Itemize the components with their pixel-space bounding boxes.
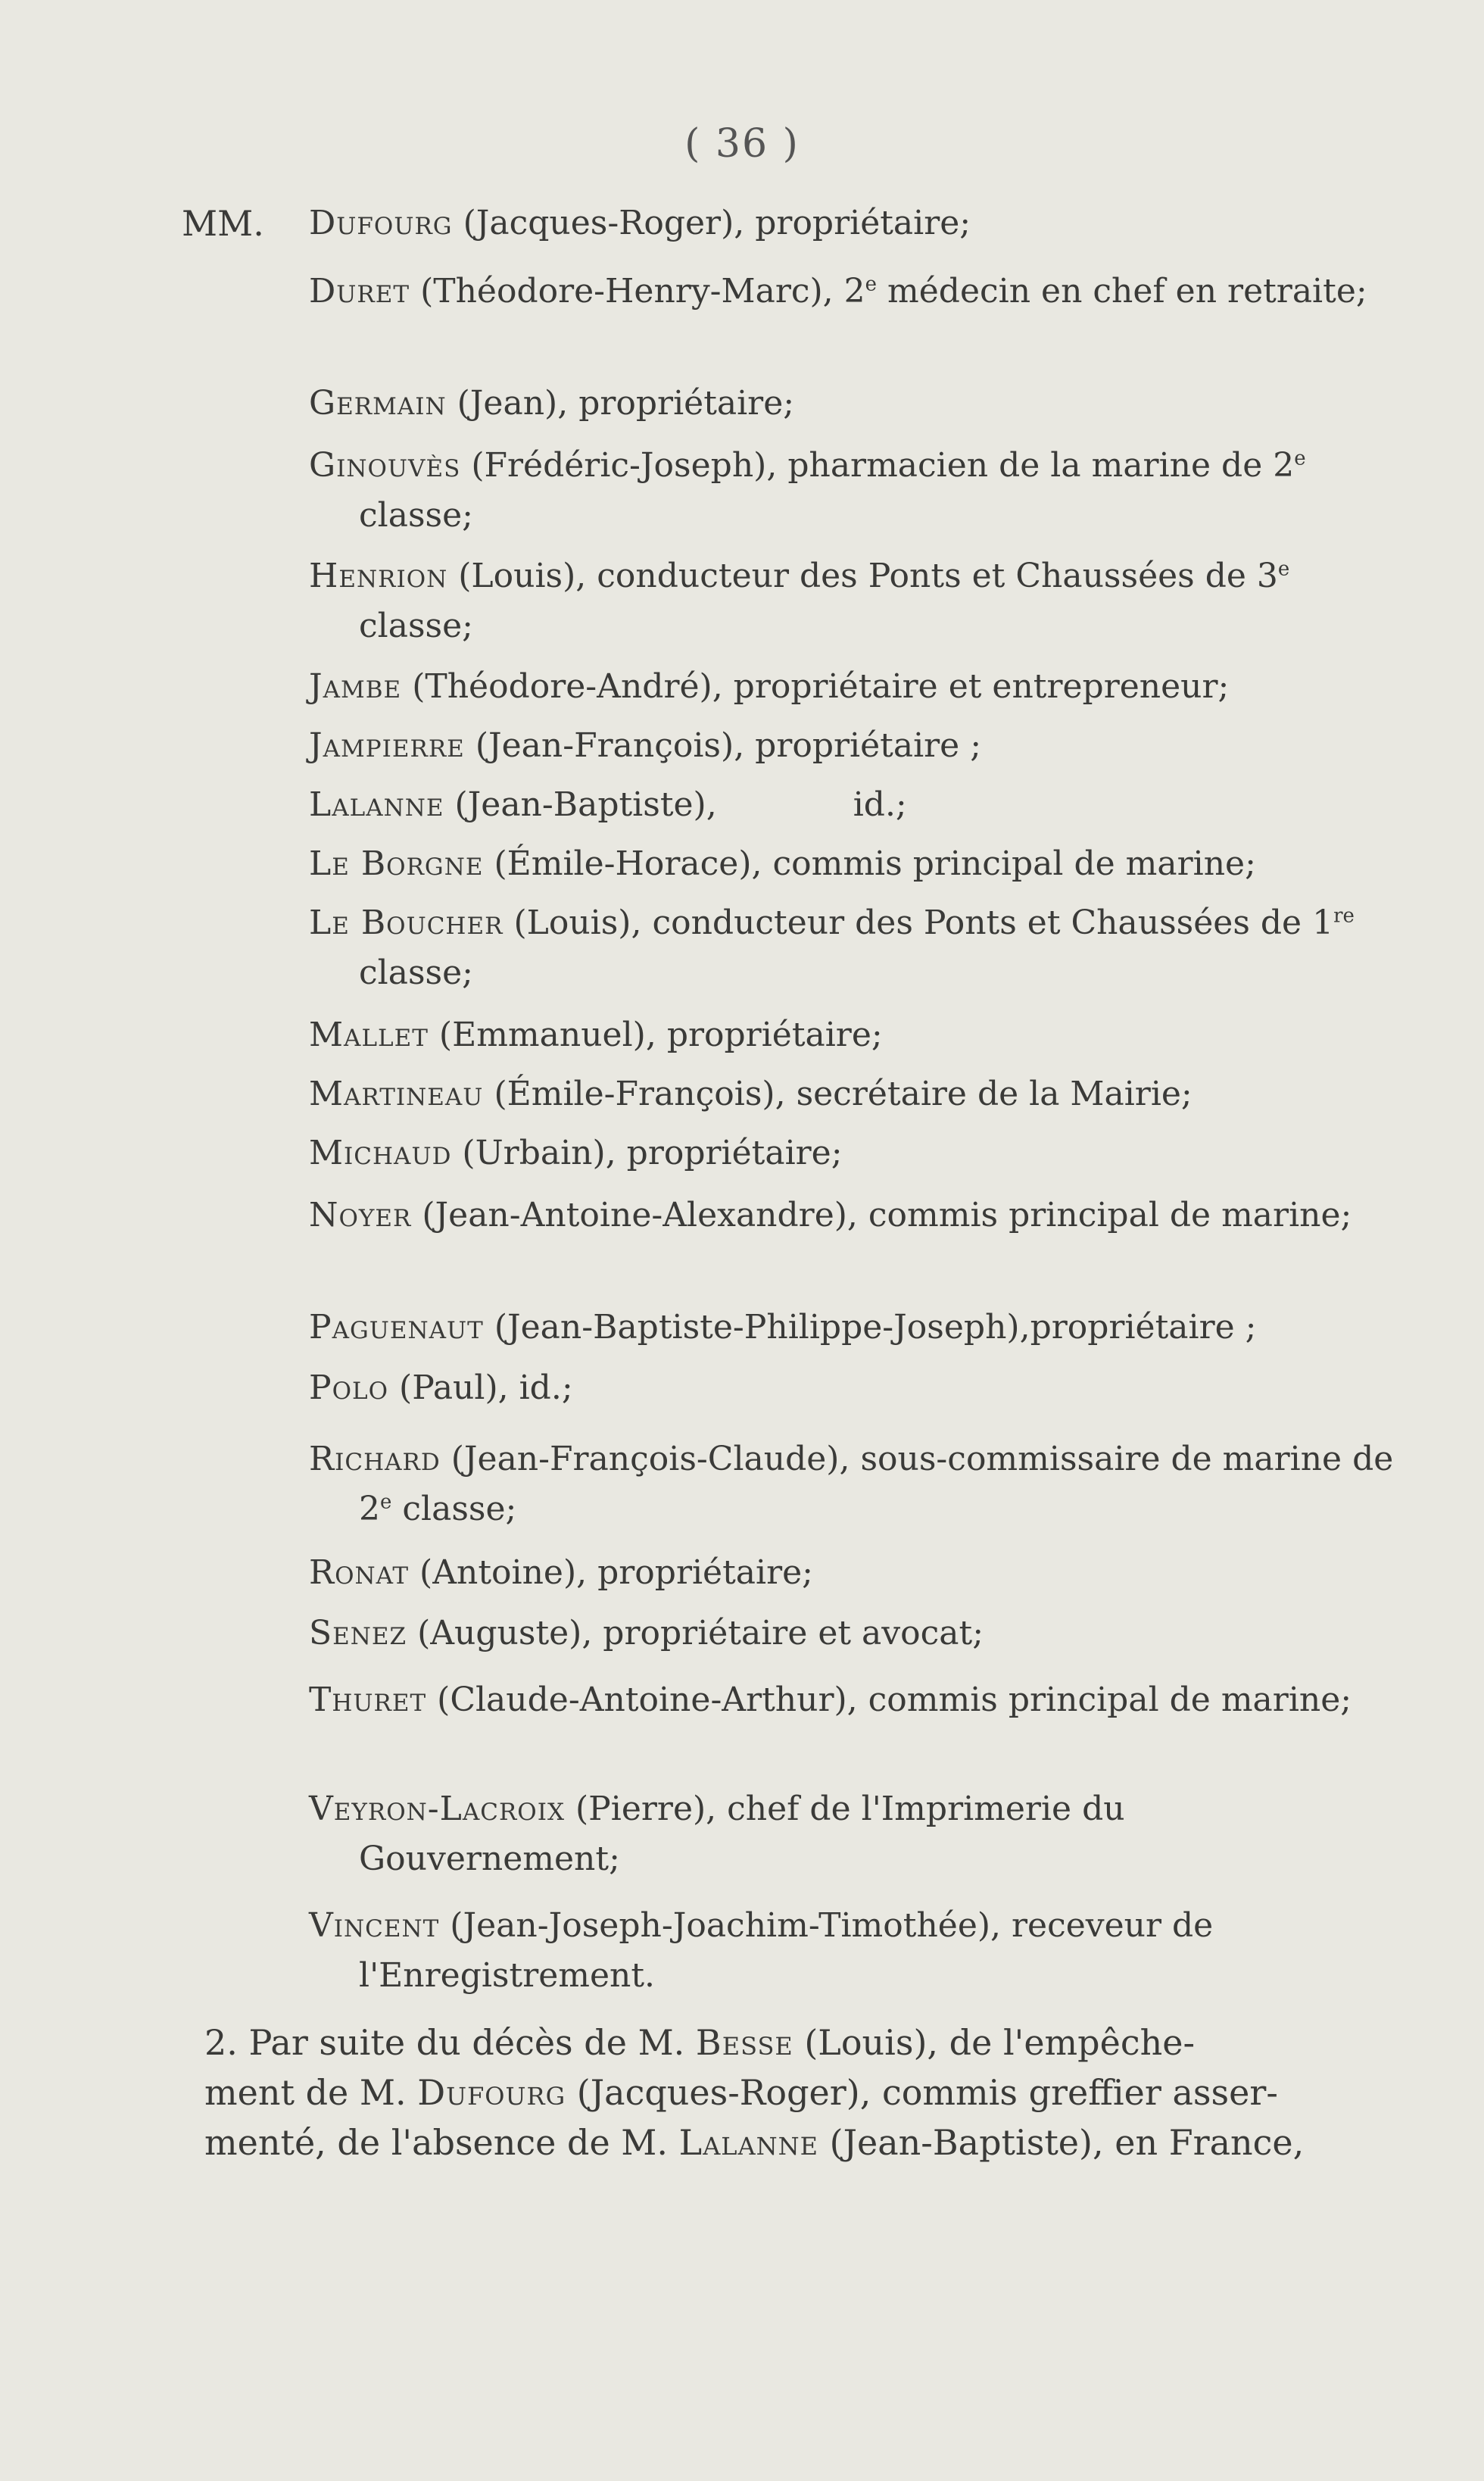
entry-name: Jampierre (309, 726, 465, 765)
entry-sup: e (1277, 557, 1290, 581)
entry-germain (309, 379, 1396, 429)
entry-vincent (309, 1901, 1396, 2001)
entry-name: Polo (309, 1368, 389, 1407)
entry-rest: , propriétaire; (645, 1016, 883, 1054)
entry-jambe (309, 662, 1396, 712)
entry-dufourg (309, 198, 1396, 248)
paragraph-name: Lalanne (678, 2122, 819, 2163)
entry-first: (Antoine) (419, 1553, 577, 1592)
entry-first: (Paul) (399, 1368, 498, 1407)
entry-jampierre (309, 721, 1396, 771)
page-number: ( 36 ) (684, 121, 800, 167)
entry-first: (Pierre) (575, 1790, 706, 1828)
entry-name: Mallet (309, 1016, 429, 1054)
entry-name: Jambe (309, 667, 402, 706)
entry-first: (Jean) (457, 384, 558, 423)
entry-rest: , id.; (497, 1368, 573, 1407)
entry-lalanne (309, 780, 1396, 830)
entry-rest: classe; (359, 496, 473, 535)
entry-first: (Émile-Horace) (494, 844, 752, 883)
entry-rest: , 2 (822, 272, 865, 311)
entry-noyer (309, 1191, 1396, 1240)
entry-first: (Théodore-André) (412, 667, 712, 706)
entry-senez (309, 1609, 1396, 1659)
entry-rest: , propriétaire; (576, 1553, 813, 1592)
entry-name: Henrion (309, 557, 448, 595)
entry-rest: classe; (359, 607, 473, 645)
entry-rest: , propriétaire; (557, 384, 795, 423)
entry-henrion (309, 551, 1396, 651)
entry-ginouves (309, 441, 1396, 541)
paragraph-text: (Jacques-Roger), commis greffier asser- (566, 2072, 1278, 2113)
entry-rest: , propriétaire et avocat; (581, 1614, 984, 1652)
paragraph-text: (Louis), de l'empêche- (793, 2022, 1195, 2063)
entry-name: Paguenaut (309, 1308, 484, 1347)
entry-first: (Jean-Baptiste-Philippe-Joseph) (494, 1308, 1020, 1347)
paragraph-name: Besse (695, 2022, 793, 2063)
entry-name: Michaud (309, 1134, 452, 1172)
entry-rest: , propriétaire; (605, 1134, 843, 1172)
entry-name: Le Boucher (309, 903, 504, 942)
entry-name: Martineau (309, 1075, 484, 1113)
entry-rest: , secrétaire de la Mairie; (775, 1075, 1192, 1113)
paragraph-line (204, 2117, 1355, 2167)
entry-name: Ronat (309, 1553, 410, 1592)
entry-rest: classe; (391, 1490, 517, 1528)
entry-martineau (309, 1069, 1396, 1119)
entry-richard (309, 1434, 1396, 1534)
paragraph-line (204, 2068, 1355, 2117)
entry-duret (309, 267, 1396, 317)
entry-name: Senez (309, 1614, 407, 1652)
entry-rest: , conducteur des Ponts et Chaussées de 3 (575, 557, 1278, 595)
mm-prefix: MM. (182, 203, 264, 244)
entry-rest: ,propriétaire ; (1019, 1308, 1257, 1347)
paragraph-text: menté, de l'absence de M. (204, 2122, 679, 2163)
entry-first: (Claude-Antoine-Arthur) (437, 1681, 847, 1719)
entry-name: Germain (309, 384, 447, 423)
entry-veyron-lacroix (309, 1784, 1396, 1884)
entry-first: (Jean-Baptiste), (454, 785, 717, 824)
entry-le-borgne (309, 839, 1396, 889)
paragraph-2 (204, 2018, 1355, 2167)
entry-name: Vincent (309, 1906, 440, 1945)
paragraph-text: ment de M. (204, 2072, 418, 2113)
entry-name: Ginouvès (309, 446, 461, 485)
entry-first: (Jean-François) (475, 726, 734, 765)
entry-rest: , propriétaire ; (734, 726, 982, 765)
entry-first: (Jean-Joseph-Joachim-Timothée) (450, 1906, 991, 1945)
entry-rest: , pharmacien de la marine de 2 (766, 446, 1295, 485)
entry-rest: , commis principal de marine; (846, 1681, 1352, 1719)
entry-first: (Théodore-Henry-Marc) (420, 272, 823, 311)
entry-ronat (309, 1548, 1396, 1598)
entry-le-boucher (309, 898, 1396, 998)
entry-sup: e (865, 273, 878, 296)
entry-rest: , chef de l'Imprimerie du Gouvernement; (359, 1790, 1125, 1878)
entry-name: Lalanne (309, 785, 444, 824)
entry-first: (Emmanuel) (438, 1016, 646, 1054)
entry-rest: médecin en chef en retraite; (877, 272, 1367, 311)
entry-rest: , propriétaire et entrepreneur; (712, 667, 1230, 706)
entry-sup: re (1333, 904, 1355, 928)
entry-rest: , conducteur des Ponts et Chaussées de 1 (631, 903, 1334, 942)
entry-first: (Louis) (513, 903, 631, 942)
paragraph-text: (Jean-Baptiste), en France, (818, 2122, 1305, 2163)
entry-first: (Jean-François-Claude) (450, 1440, 840, 1478)
entry-name: Richard (309, 1440, 441, 1478)
paragraph-name: Dufourg (417, 2072, 566, 2113)
entry-michaud (309, 1128, 1396, 1178)
entry-rest: , commis principal de marine; (751, 844, 1256, 883)
paragraph-line (204, 2018, 1355, 2068)
entry-rest: id.; (853, 785, 907, 824)
entry-name: Thuret (309, 1681, 427, 1719)
entry-first: (Frédéric-Joseph) (471, 446, 767, 485)
entry-name: Noyer (309, 1196, 412, 1234)
entry-rest: , commis principal de marine; (846, 1196, 1352, 1234)
entry-rest: , propriétaire; (734, 204, 971, 242)
entry-sup: e (380, 1490, 392, 1514)
entry-first: (Émile-François) (494, 1075, 775, 1113)
entry-first: (Louis) (458, 557, 576, 595)
entry-mallet (309, 1010, 1396, 1060)
entry-polo (309, 1363, 1396, 1413)
entry-rest: classe; (359, 953, 473, 992)
entry-thuret (309, 1675, 1396, 1725)
entry-first: (Jean-Antoine-Alexandre) (422, 1196, 847, 1234)
entry-first: (Jacques-Roger) (463, 204, 734, 242)
entry-rest: , sous-commissaire de marine de 2 (359, 1440, 1394, 1528)
entry-name: Le Borgne (309, 844, 484, 883)
entry-name: Veyron-Lacroix (309, 1790, 566, 1828)
entry-name: Dufourg (309, 204, 453, 242)
entry-first: (Urbain) (462, 1134, 606, 1172)
entry-name: Duret (309, 272, 410, 311)
entry-sup: e (1294, 447, 1306, 470)
paragraph-number: 2. (204, 2022, 238, 2063)
paragraph-text: Par suite du décès de M. (237, 2022, 696, 2063)
entry-rest: , receveur de l'Enregistrement. (359, 1906, 1214, 1995)
entry-first: (Auguste) (417, 1614, 582, 1652)
entry-paguenaut (309, 1303, 1396, 1353)
